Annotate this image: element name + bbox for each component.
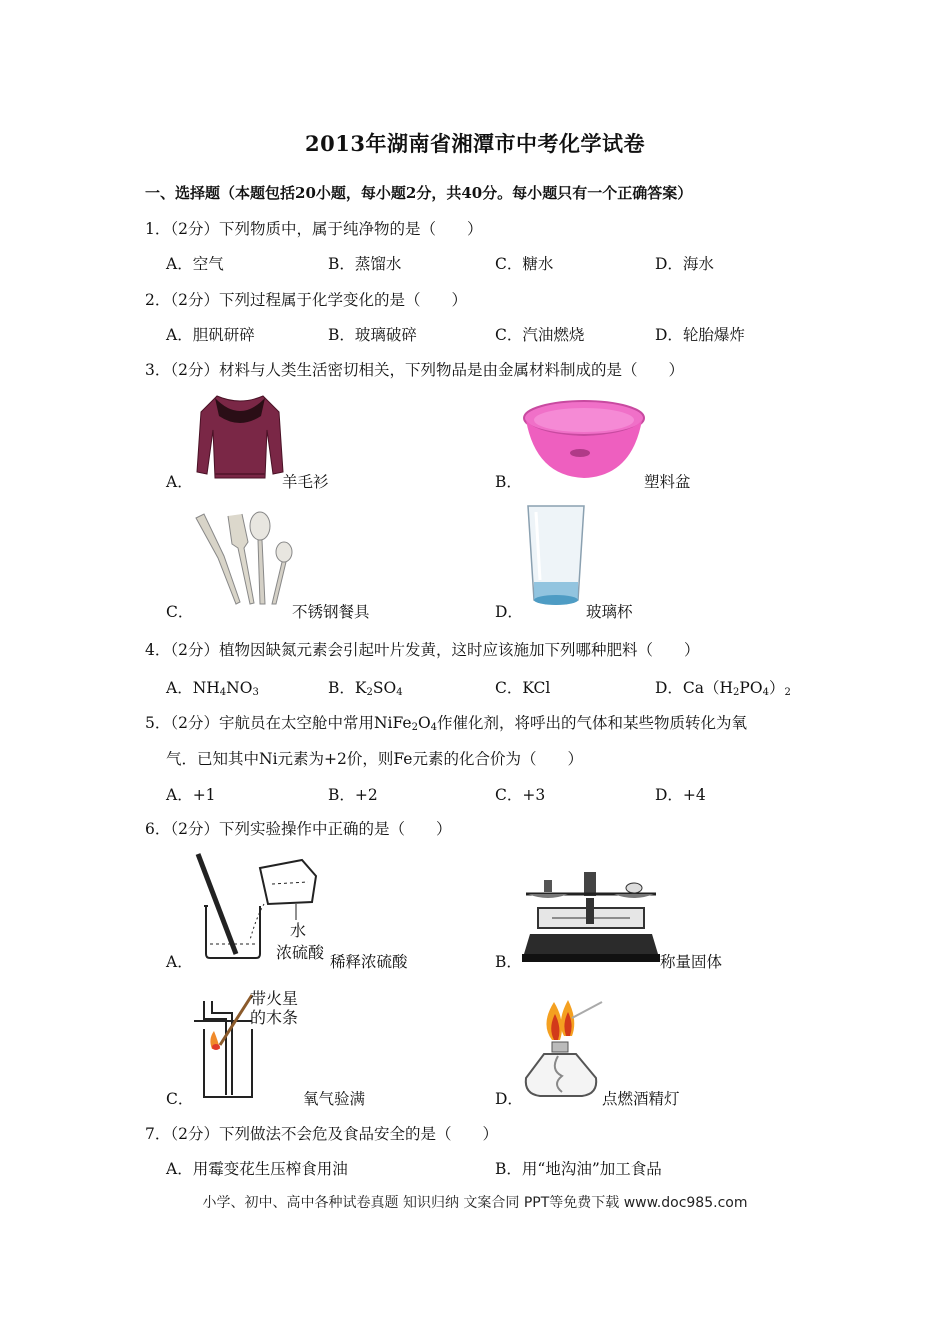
- formula-text: ）: [768, 679, 785, 697]
- formula-subscript: 2: [411, 722, 418, 733]
- question-5-option-c[interactable]: C．+3: [495, 786, 546, 804]
- question-7-option-a[interactable]: A．用霉变花生压榨食用油: [166, 1160, 348, 1178]
- label-glowing-splint-line2: 的木条: [250, 1008, 299, 1027]
- formula-text: A．NH: [166, 679, 220, 697]
- question-6-option-c[interactable]: C．: [166, 1090, 194, 1108]
- plastic-basin-image: [522, 398, 647, 483]
- stem-text: 作催化剂，将呼出的气体和某些物质转化为氧: [437, 714, 748, 732]
- alcohol-lamp-image: [522, 996, 606, 1100]
- formula-text: B．K: [328, 679, 367, 697]
- question-1-option-a[interactable]: A．空气: [166, 255, 224, 273]
- question-2-option-d[interactable]: D．轮胎爆炸: [655, 326, 745, 344]
- question-3-stem: 3．（2分）材料与人类生活密切相关，下列物品是由金属材料制成的是（ ）: [145, 361, 684, 379]
- question-1-option-c[interactable]: C．糖水: [495, 255, 554, 273]
- question-3-caption-b: 塑料盆: [644, 473, 691, 491]
- cutlery-image: [192, 508, 297, 610]
- formula-subscript: 4: [762, 687, 769, 698]
- balance-scale-image: [522, 868, 660, 964]
- question-3-option-a[interactable]: A．: [166, 473, 193, 491]
- formula-subscript: 2: [733, 687, 740, 698]
- question-2-option-c[interactable]: C．汽油燃烧: [495, 326, 585, 344]
- question-2-stem: 2．（2分）下列过程属于化学变化的是（ ）: [145, 291, 467, 309]
- question-4-stem: 4．（2分）植物因缺氮元素会引起叶片发黄，这时应该施加下列哪种肥料（ ）: [145, 641, 700, 659]
- question-1-option-b[interactable]: B．蒸馏水: [328, 255, 402, 273]
- formula-subscript: 4: [396, 687, 403, 698]
- formula-subscript: 2: [784, 687, 791, 698]
- section-heading: 一、选择题（本题包括20小题，每小题2分，共40分。每小题只有一个正确答案）: [145, 184, 693, 202]
- question-3-caption-a: 羊毛衫: [282, 473, 329, 491]
- question-4-option-a[interactable]: [166, 676, 259, 698]
- question-7-stem: 7．（2分）下列做法不会危及食品安全的是（ ）: [145, 1125, 498, 1143]
- label-water: 水: [290, 921, 307, 940]
- question-3-option-c[interactable]: C．: [166, 603, 194, 621]
- formula-subscript: 4: [430, 722, 438, 733]
- question-5-option-a[interactable]: A．+1: [166, 786, 216, 804]
- question-5-stem: [145, 711, 747, 733]
- question-6-stem: 6．（2分）下列实验操作中正确的是（ ）: [145, 820, 452, 838]
- formula-subscript: 3: [252, 687, 259, 698]
- sweater-image: [195, 390, 285, 485]
- formula-subscript: 4: [219, 687, 227, 698]
- formula-text: PO: [739, 679, 763, 697]
- question-1-option-d[interactable]: D．海水: [655, 255, 714, 273]
- page-footer: 小学、初中、高中各种试卷真题 知识归纳 文案合同 PPT等免费下载 www.doc985.com: [202, 1195, 748, 1211]
- question-4-option-d[interactable]: [655, 676, 791, 698]
- question-3-caption-d: 玻璃杯: [586, 603, 633, 621]
- question-5-option-b[interactable]: B．+2: [328, 786, 378, 804]
- question-6-caption-d: 点燃酒精灯: [602, 1090, 680, 1108]
- stem-text: O: [417, 714, 431, 732]
- question-5-stem-line2: 气．已知其中Ni元素为+2价，则Fe元素的化合价为（ ）: [166, 750, 583, 768]
- question-3-caption-c: 不锈钢餐具: [292, 603, 370, 621]
- question-5-option-d[interactable]: D．+4: [655, 786, 706, 804]
- glass-cup-image: [524, 502, 588, 610]
- question-6-caption-c: 氧气验满: [303, 1090, 366, 1108]
- formula-text: D．Ca（H: [655, 679, 734, 697]
- question-4-option-b[interactable]: [328, 676, 403, 698]
- question-4-option-c[interactable]: C．KCl: [495, 679, 551, 697]
- label-glowing-splint-line1: 带火星: [250, 989, 299, 1008]
- question-2-option-b[interactable]: B．玻璃破碎: [328, 326, 417, 344]
- formula-subscript: 2: [366, 687, 373, 698]
- question-3-option-b[interactable]: B．: [495, 473, 522, 491]
- formula-text: SO: [372, 679, 397, 697]
- question-6-caption-a: 稀释浓硫酸: [330, 953, 408, 971]
- question-6-option-b[interactable]: B．: [495, 953, 522, 971]
- question-6-option-d[interactable]: D．: [495, 1090, 523, 1108]
- question-7-option-b[interactable]: B．用“地沟油”加工食品: [495, 1160, 662, 1178]
- question-1-stem: 1．（2分）下列物质中，属于纯净物的是（ ）: [145, 220, 483, 238]
- page-title: 2013年湖南省湘潭市中考化学试卷: [305, 131, 645, 156]
- question-6-option-a[interactable]: A．: [166, 953, 193, 971]
- formula-text: NO: [226, 679, 253, 697]
- question-2-option-a[interactable]: A．胆矾研碎: [166, 326, 255, 344]
- question-6-caption-b: 称量固体: [660, 953, 723, 971]
- label-concentrated-acid: 浓硫酸: [276, 943, 325, 962]
- question-3-option-d[interactable]: D．: [495, 603, 523, 621]
- stem-text: 5．（2分）宇航员在太空舱中常用NiFe: [145, 714, 412, 732]
